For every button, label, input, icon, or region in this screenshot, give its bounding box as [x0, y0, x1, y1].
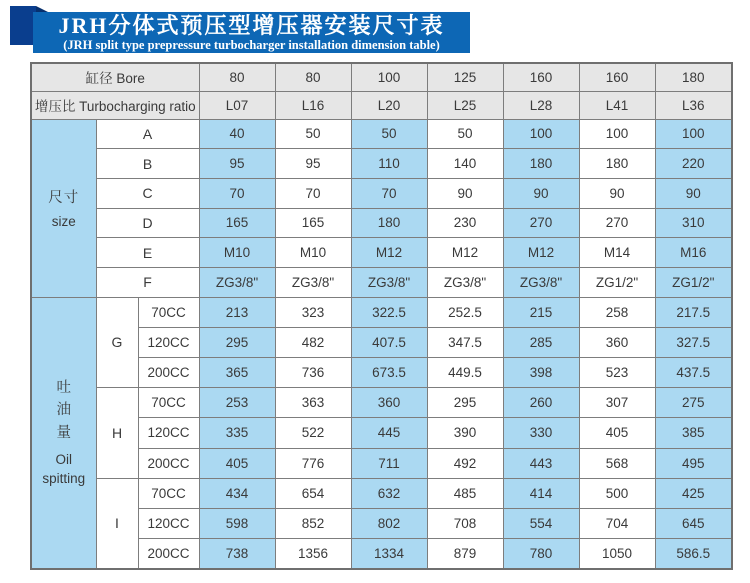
cell-G-120CC-0: 295 [199, 327, 275, 357]
cell-F-5: ZG1/2" [579, 267, 655, 297]
cc-H-200CC: 200CC [138, 448, 199, 478]
size-label-en: size [51, 213, 76, 229]
cell-I-70CC-0: 434 [199, 478, 275, 508]
param-E: E [96, 238, 199, 268]
cell-G-70CC-0: 213 [199, 297, 275, 327]
cell-G-70CC-3: 252.5 [427, 297, 503, 327]
cell-G-120CC-1: 482 [275, 327, 351, 357]
cell-I-200CC-4: 780 [503, 539, 579, 569]
cell-H-120CC-4: 330 [503, 418, 579, 448]
param-C: C [96, 178, 199, 208]
cell-I-200CC-6: 586.5 [655, 539, 732, 569]
cell-I-70CC-1: 654 [275, 478, 351, 508]
dimension-table-body [31, 63, 732, 569]
cell-I-120CC-5: 704 [579, 508, 655, 538]
cell-F-2: ZG3/8" [351, 267, 427, 297]
cell-I-120CC-2: 802 [351, 508, 427, 538]
param-A: A [96, 119, 199, 149]
cell-G-120CC-2: 407.5 [351, 327, 427, 357]
cell-H-70CC-0: 253 [199, 388, 275, 418]
ratio-value-1: L16 [275, 91, 351, 119]
cell-D-3: 230 [427, 208, 503, 238]
cell-H-200CC-0: 405 [199, 448, 275, 478]
cell-I-200CC-1: 1356 [275, 539, 351, 569]
param-G: G [96, 297, 138, 388]
cc-I-200CC: 200CC [138, 539, 199, 569]
cell-H-200CC-1: 776 [275, 448, 351, 478]
cell-D-1: 165 [275, 208, 351, 238]
page-subtitle: (JRH split type prepressure turbocharger installation dimension table) [63, 38, 440, 52]
cc-G-200CC: 200CC [138, 358, 199, 388]
cell-A-6: 100 [655, 119, 732, 149]
size-label-zh: 尺寸 [48, 189, 80, 206]
cell-H-120CC-6: 385 [655, 418, 732, 448]
cell-C-0: 70 [199, 178, 275, 208]
cell-G-70CC-2: 322.5 [351, 297, 427, 327]
ratio-header-label: 增压比 Turbocharging ratio [31, 91, 199, 119]
cell-H-70CC-5: 307 [579, 388, 655, 418]
cell-G-120CC-5: 360 [579, 327, 655, 357]
cell-H-200CC-3: 492 [427, 448, 503, 478]
cc-H-120CC: 120CC [138, 418, 199, 448]
cell-H-120CC-0: 335 [199, 418, 275, 448]
cell-G-120CC-3: 347.5 [427, 327, 503, 357]
cell-H-200CC-6: 495 [655, 448, 732, 478]
cell-F-3: ZG3/8" [427, 267, 503, 297]
cell-D-4: 270 [503, 208, 579, 238]
cell-G-70CC-5: 258 [579, 297, 655, 327]
cell-A-5: 100 [579, 119, 655, 149]
bore-value-4: 160 [503, 63, 579, 91]
cell-H-70CC-2: 360 [351, 388, 427, 418]
oil-label-en-2: spitting [42, 471, 86, 487]
cell-B-1: 95 [275, 149, 351, 179]
ratio-value-0: L07 [199, 91, 275, 119]
cell-H-200CC-2: 711 [351, 448, 427, 478]
cell-G-70CC-1: 323 [275, 297, 351, 327]
cell-C-1: 70 [275, 178, 351, 208]
cell-D-0: 165 [199, 208, 275, 238]
cc-H-70CC: 70CC [138, 388, 199, 418]
cell-F-6: ZG1/2" [655, 267, 732, 297]
cell-G-200CC-5: 523 [579, 358, 655, 388]
cell-G-200CC-0: 365 [199, 358, 275, 388]
page-title: JRH分体式预压型增压器安装尺寸表 [58, 13, 445, 38]
cc-I-70CC: 70CC [138, 478, 199, 508]
cell-C-6: 90 [655, 178, 732, 208]
cell-I-120CC-1: 852 [275, 508, 351, 538]
cell-H-70CC-1: 363 [275, 388, 351, 418]
cell-E-6: M16 [655, 238, 732, 268]
cell-B-0: 95 [199, 149, 275, 179]
cell-G-200CC-3: 449.5 [427, 358, 503, 388]
cell-H-70CC-4: 260 [503, 388, 579, 418]
cell-A-3: 50 [427, 119, 503, 149]
title-banner [33, 12, 470, 53]
cell-I-70CC-3: 485 [427, 478, 503, 508]
cell-E-2: M12 [351, 238, 427, 268]
cell-H-120CC-3: 390 [427, 418, 503, 448]
cell-G-120CC-4: 285 [503, 327, 579, 357]
size-section-label [31, 119, 96, 297]
bore-value-2: 100 [351, 63, 427, 91]
cell-G-200CC-2: 673.5 [351, 358, 427, 388]
cell-I-120CC-0: 598 [199, 508, 275, 538]
param-B: B [96, 149, 199, 179]
cell-D-2: 180 [351, 208, 427, 238]
param-I: I [96, 478, 138, 569]
cell-C-2: 70 [351, 178, 427, 208]
cell-I-200CC-2: 1334 [351, 539, 427, 569]
cell-I-120CC-6: 645 [655, 508, 732, 538]
cell-I-70CC-2: 632 [351, 478, 427, 508]
cell-G-120CC-6: 327.5 [655, 327, 732, 357]
cell-A-2: 50 [351, 119, 427, 149]
cell-H-200CC-5: 568 [579, 448, 655, 478]
cell-F-0: ZG3/8" [199, 267, 275, 297]
ratio-value-2: L20 [351, 91, 427, 119]
cell-I-200CC-5: 1050 [579, 539, 655, 569]
param-D: D [96, 208, 199, 238]
cell-I-120CC-4: 554 [503, 508, 579, 538]
cell-G-70CC-4: 215 [503, 297, 579, 327]
cell-G-70CC-6: 217.5 [655, 297, 732, 327]
bore-value-0: 80 [199, 63, 275, 91]
cell-F-1: ZG3/8" [275, 267, 351, 297]
bore-header-label: 缸径 Bore [31, 63, 199, 91]
cell-G-200CC-6: 437.5 [655, 358, 732, 388]
cell-H-70CC-6: 275 [655, 388, 732, 418]
cell-B-4: 180 [503, 149, 579, 179]
cell-I-70CC-4: 414 [503, 478, 579, 508]
oil-label-zh: 吐油量 [56, 380, 71, 441]
cell-D-5: 270 [579, 208, 655, 238]
oil-section-label [31, 297, 96, 569]
cc-G-70CC: 70CC [138, 297, 199, 327]
cell-A-1: 50 [275, 119, 351, 149]
cell-H-120CC-2: 445 [351, 418, 427, 448]
cell-C-5: 90 [579, 178, 655, 208]
cell-I-200CC-0: 738 [199, 539, 275, 569]
cell-H-70CC-3: 295 [427, 388, 503, 418]
ratio-value-5: L41 [579, 91, 655, 119]
cell-H-120CC-5: 405 [579, 418, 655, 448]
cell-A-4: 100 [503, 119, 579, 149]
param-H: H [96, 388, 138, 479]
cell-B-3: 140 [427, 149, 503, 179]
cell-I-120CC-3: 708 [427, 508, 503, 538]
cell-C-3: 90 [427, 178, 503, 208]
dimension-table [30, 62, 733, 570]
ratio-value-3: L25 [427, 91, 503, 119]
bore-value-5: 160 [579, 63, 655, 91]
cell-I-70CC-6: 425 [655, 478, 732, 508]
cell-H-120CC-1: 522 [275, 418, 351, 448]
ratio-value-6: L36 [655, 91, 732, 119]
cell-I-200CC-3: 879 [427, 539, 503, 569]
cell-E-3: M12 [427, 238, 503, 268]
cell-G-200CC-1: 736 [275, 358, 351, 388]
bore-value-1: 80 [275, 63, 351, 91]
cell-D-6: 310 [655, 208, 732, 238]
cell-B-5: 180 [579, 149, 655, 179]
cc-I-120CC: 120CC [138, 508, 199, 538]
param-F: F [96, 267, 199, 297]
cell-E-0: M10 [199, 238, 275, 268]
cell-B-6: 220 [655, 149, 732, 179]
cell-F-4: ZG3/8" [503, 267, 579, 297]
cell-H-200CC-4: 443 [503, 448, 579, 478]
oil-label-en-1: Oil [55, 452, 72, 468]
cc-G-120CC: 120CC [138, 327, 199, 357]
cell-B-2: 110 [351, 149, 427, 179]
cell-C-4: 90 [503, 178, 579, 208]
cell-E-5: M14 [579, 238, 655, 268]
cell-A-0: 40 [199, 119, 275, 149]
cell-E-1: M10 [275, 238, 351, 268]
cell-I-70CC-5: 500 [579, 478, 655, 508]
cell-E-4: M12 [503, 238, 579, 268]
bore-value-6: 180 [655, 63, 732, 91]
bore-value-3: 125 [427, 63, 503, 91]
cell-G-200CC-4: 398 [503, 358, 579, 388]
ratio-value-4: L28 [503, 91, 579, 119]
